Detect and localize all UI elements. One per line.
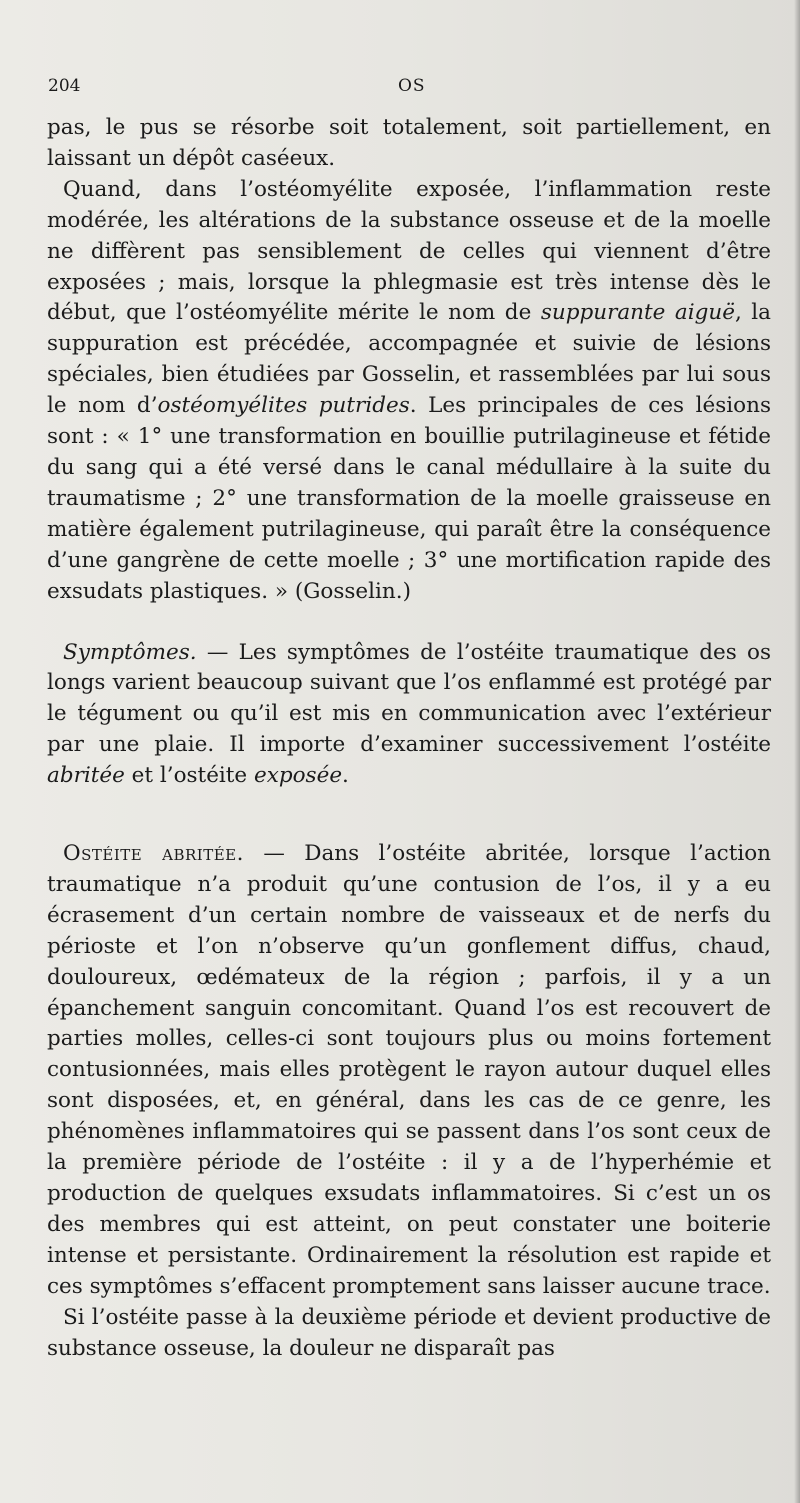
section-heading-symptomes: Symptômes. [63,639,197,665]
paragraph-3-text-b: et l’ostéite [124,763,254,789]
paragraph-3-text-c: . [342,763,349,789]
page-header [48,76,760,100]
page-body [47,113,771,1364]
paragraph-5-text: Si l’ostéite passe à la deuxième période et devient productive de substance osseuse, la douleur ne disparaît pas [47,1304,771,1361]
paragraph-symptomes [47,638,771,793]
paragraph-osteite-abritee [47,839,771,1303]
page-number: 204 [48,76,81,96]
page-edge-shadow [794,0,800,1503]
paragraph-4-text: — Dans l’ostéite abritée, lorsque l’action traumatique n’a produit qu’une contusion de l’os, il y a eu écrasement d’un certain nombre de vaisseaux et de nerfs du périoste et l’on n’observe qu’un gonflement diffus, chaud, douloureux, œdémateux de la région ; parfois, il y a un épanchement sanguin concomitant. Quand l’os est recouvert de parties molles, celles-ci sont toujours plus ou moins fortement contusionnées, mais elles protègent le rayon autour duquel elles sont disposées, et, en général, dans les cas de ce genre, les phénomènes inflammatoires qui se passent dans l’os sont ceux de la première période de l’ostéite : il y a de l’hyperhémie et production de quelques exsudats inflammatoires. Si c’est un os des membres qui est atteint, on peut constater une boiterie intense et persistante. Ordinairement la résolution est rapide et ces symptômes s’effacent promptement sans laisser aucune trace. [47,841,772,1299]
paragraph-2-text-a: Quand, dans l’ostéomyélite exposée, l’inflammation reste modérée, les altérations de la substance osseuse et de la moelle ne diffèrent pas sensiblement de celles qui viennent d’être exposées ; mais, lorsque la phlegmasie est très intense dès le début, que l’ostéomyélite mérite le nom de [47,176,771,326]
paragraph-3-italic-b: exposée [254,763,343,789]
paragraph-1-text: pas, le pus se résorbe soit totalement, soit partiellement, en laissant un dépôt caséeux. [47,115,771,171]
section-heading-osteite-abritee: Ostéite abritée. [63,841,244,867]
paragraph-5 [47,1303,771,1365]
paragraph-2-text-b: , la suppuration est précédée, accompagnée et suivie de lésions spéciales, bien étudiées par Gosselin, et rassemblées par lui sous le nom d’ [47,300,771,419]
paragraph-2 [47,175,771,608]
paragraph-2-italic-a: suppurante aiguë [540,300,735,326]
paragraph-2-italic-b: ostéomyélites putrides [157,393,410,419]
paragraph-1 [47,113,771,175]
paragraph-2-text-c: . Les principales de ces lésions sont : « 1° une transformation en bouillie putrilagineuse et fétide du sang qui a été versé dans le canal médullaire à la suite du traumatisme ; 2° une transformation de la moelle graisseuse en matière également putrilagineuse, qui paraît être la conséquence d’une gangrène de cette moelle ; 3° une mortification rapide des exsudats plastiques. » (Gosselin.) [47,393,771,604]
running-head: OS [398,76,426,96]
paragraph-3-italic-a: abritée [47,763,125,789]
paragraph-3-text-a: — Les symptômes de l’ostéite traumatique des os longs varient beaucoup suivant que l’os enflammé est protégé par le tégument ou qu’il est mis en communication avec l’extérieur par une plaie. Il importe d’examiner successivement l’ostéite [47,639,771,758]
